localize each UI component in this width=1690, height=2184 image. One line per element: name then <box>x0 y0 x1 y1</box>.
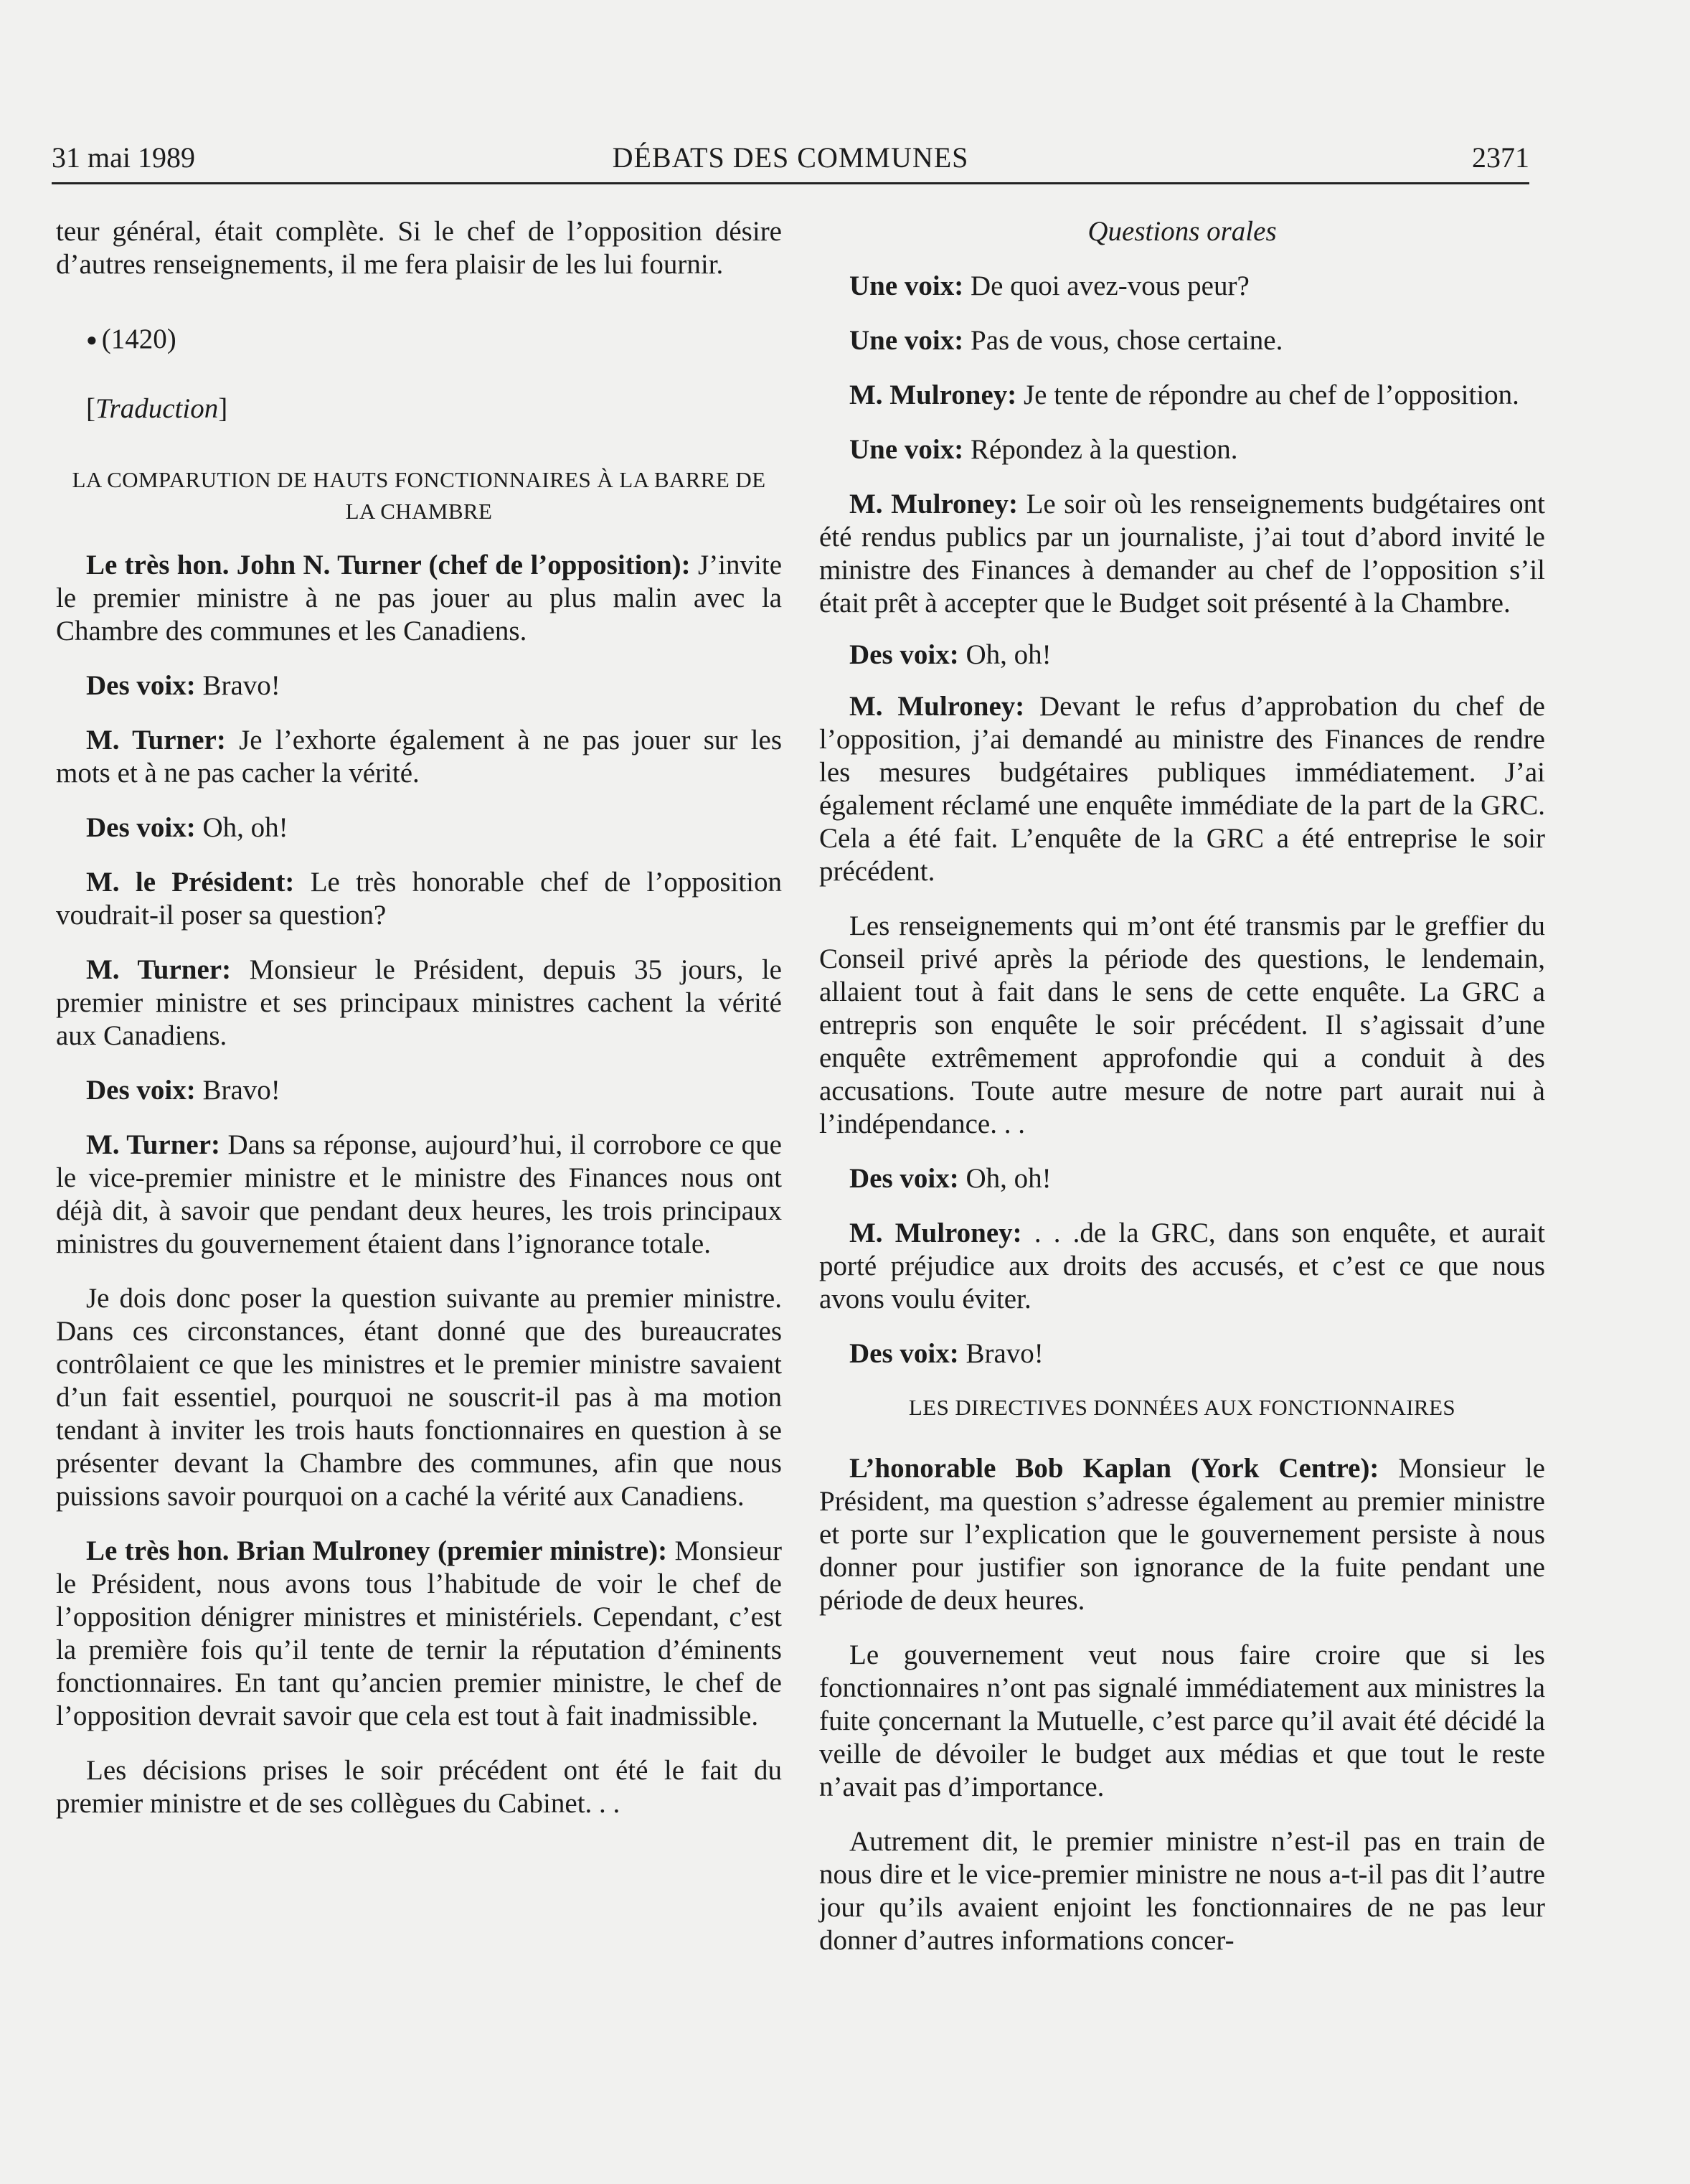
translation-note-text: Traduction <box>95 393 219 424</box>
speaker-name: M. Mulroney: <box>849 380 1017 410</box>
paragraph: Des voix: Oh, oh! <box>849 1163 1052 1194</box>
paragraph: Le très hon. John N. Turner (chef de l’opposition): J’invite le premier ministre à ne pas jouer au plus malin avec la Chambre des communes et les Canadiens. <box>56 550 783 646</box>
paragraph: Les renseignements qui m’ont été transmis par le greffier du Conseil privé après la période des questions, le lendemain, allaient tout à fait dans le sens de cette enquête. La GRC a entrepris son enquête le soir précédent. Il s’agissait d’une enquête extrêmement approfondie qui a conduit à des accusations. Toute autre mesure de notre part aurait nui à l’indépendance. . . <box>819 910 1545 1139</box>
translation-note: [Traduction] <box>86 393 228 424</box>
left-column <box>56 215 782 1842</box>
paragraph: Une voix: De quoi avez-vous peur? <box>849 270 1250 301</box>
paragraph: M. Turner: Monsieur le Président, depuis 35 jours, le premier ministre et ses principaux ministres cachent la vérité aux Canadiens. <box>56 954 782 1051</box>
paragraph: M. Turner: Je l’exhorte également à ne pas jouer sur les mots et à ne pas cacher la vérité. <box>56 725 782 789</box>
paragraph: teur général, était complète. Si le chef de l’opposition désire d’autres renseignements, il me fera plaisir de les lui fournir. <box>56 216 782 280</box>
time-marker <box>56 323 782 357</box>
speaker-name: Des voix: <box>86 812 196 843</box>
speaker-name: Des voix: <box>849 1163 959 1194</box>
speaker-name: M. Mulroney: <box>849 691 1025 722</box>
time-marker-text: (1420) <box>101 324 176 354</box>
speaker-name: Une voix: <box>849 325 964 356</box>
header-title: DÉBATS DES COMMUNES <box>612 141 969 174</box>
speaker-name: Une voix: <box>849 270 964 301</box>
paragraph: Des voix: Oh, oh! <box>849 639 1052 670</box>
paragraph: Des voix: Bravo! <box>86 670 280 701</box>
paragraph: L’honorable Bob Kaplan (York Centre): Monsieur le Président, ma question s’adresse également au premier ministre et porte sur l’explication que le gouvernement persiste à nous donner pour justifier son ignorance de la fuite pendant une période de deux heures. <box>819 1453 1545 1616</box>
paragraph: Le gouvernement veut nous faire croire que si les fonctionnaires n’ont pas signalé immédiatement aux ministres la fuite çoncernant la Mutuelle, c’est parce qu’il avait été décidé la veille de dévoiler le budget aux médias et que tout le reste n’avait pas d’importance. <box>819 1639 1545 1802</box>
bullet-icon: ● <box>86 329 98 350</box>
header-date: 31 mai 1989 <box>52 141 195 174</box>
speaker-name: Le très hon. John N. Turner (chef de l’opposition): <box>86 550 691 580</box>
paragraph: Des voix: Bravo! <box>86 1075 280 1106</box>
speaker-name: M. le Président: <box>86 867 295 898</box>
paragraph: Des voix: Oh, oh! <box>86 812 288 843</box>
speaker-name: L’honorable Bob Kaplan (York Centre): <box>849 1453 1379 1484</box>
paragraph: Les décisions prises le soir précédent ont été le fait du premier ministre et de ses collègues du Cabinet. . . <box>56 1755 782 1819</box>
speaker-name: Le très hon. Brian Mulroney (premier ministre): <box>86 1535 668 1566</box>
speaker-name: M. Mulroney: <box>849 1218 1022 1248</box>
paragraph: M. Mulroney: Je tente de répondre au chef de l’opposition. <box>849 380 1519 410</box>
section-title: LES DIRECTIVES DONNÉES AUX FONCTIONNAIRES <box>908 1395 1456 1420</box>
paragraph: M. Mulroney: Devant le refus d’approbation du chef de l’opposition, j’ai demandé au ministre des Finances de rendre les mesures budgétaires publiques immédiatement. J’ai également réclamé une enquête immédiate de la part de la GRC. Cela a été fait. L’enquête de la GRC a été entreprise le soir précédent. <box>819 691 1545 887</box>
page-number: 2371 <box>1472 141 1529 174</box>
speaker-name: Des voix: <box>86 1075 196 1106</box>
paragraph: Une voix: Répondez à la question. <box>849 434 1238 465</box>
speaker-name: Des voix: <box>849 1338 959 1369</box>
paragraph: Une voix: Pas de vous, chose certaine. <box>849 325 1283 356</box>
paragraph: Des voix: Bravo! <box>849 1338 1044 1369</box>
paragraph: Autrement dit, le premier ministre n’est-il pas en train de nous dire et le vice-premier ministre ne nous a-t-il pas dit l’autre jour qu’ils avaient enjoint les fonctionnaires de ne pas leur donner d’autres informations concer- <box>819 1826 1545 1956</box>
section-title: LA COMPARUTION DE HAUTS FONCTIONNAIRES À LA BARRE DE LA CHAMBRE <box>72 467 766 524</box>
speaker-name: M. Turner: <box>86 954 232 985</box>
speaker-name: Des voix: <box>86 670 196 701</box>
paragraph: M. Turner: Dans sa réponse, aujourd’hui, il corrobore ce que le vice-premier ministre et le ministre des Finances nous ont déjà dit, à savoir que pendant deux heures, les trois principaux ministres du gouvernement étaient dans l’ignorance totale. <box>56 1129 782 1259</box>
paragraph: M. Mulroney: Le soir où les renseignements budgétaires ont été rendus publics par un journaliste, j’ai tout d’abord invité le ministre des Finances à demander au chef de l’opposition s’il était prêt à accepter que le Budget soit présenté à la Chambre. <box>819 489 1545 618</box>
speaker-name: M. Mulroney: <box>849 489 1019 519</box>
paragraph: M. Mulroney: . . .de la GRC, dans son enquête, et aurait porté préjudice aux droits des accusés, et c’est ce que nous avons voulu éviter. <box>819 1218 1545 1314</box>
speaker-name: Des voix: <box>849 639 959 670</box>
right-column <box>819 215 1545 1979</box>
speaker-name: Une voix: <box>849 434 964 465</box>
paragraph: M. le Président: Le très honorable chef de l’opposition voudrait-il poser sa question? <box>56 867 783 931</box>
speaker-name: M. Turner: <box>86 725 226 756</box>
running-head: Questions orales <box>1087 216 1277 247</box>
speaker-name: M. Turner: <box>86 1129 221 1160</box>
paragraph: Je dois donc poser la question suivante au premier ministre. Dans ces circonstances, étant donné que des bureaucrates contrôlaient ce que les ministres et le premier ministre savaient d’un fait essentiel, pourquoi ne souscrit-il pas à ma motion tendant à inviter les trois hauts fonctionnaires en question à se présenter devant la Chambre des communes, afin que nous puissions savoir pourquoi on a caché la vérité aux Canadiens. <box>56 1283 782 1512</box>
paragraph: Le très hon. Brian Mulroney (premier ministre): Monsieur le Président, nous avons tous l’habitude de voir le chef de l’opposition dénigrer ministres et ministériels. Cependant, c’est la première fois qu’il tente de ternir la réputation d’éminents fonctionnaires. En tant qu’ancien premier ministre, le chef de l’opposition devrait savoir que cela est tout à fait inadmissible. <box>56 1535 782 1731</box>
page-header <box>52 141 1529 184</box>
